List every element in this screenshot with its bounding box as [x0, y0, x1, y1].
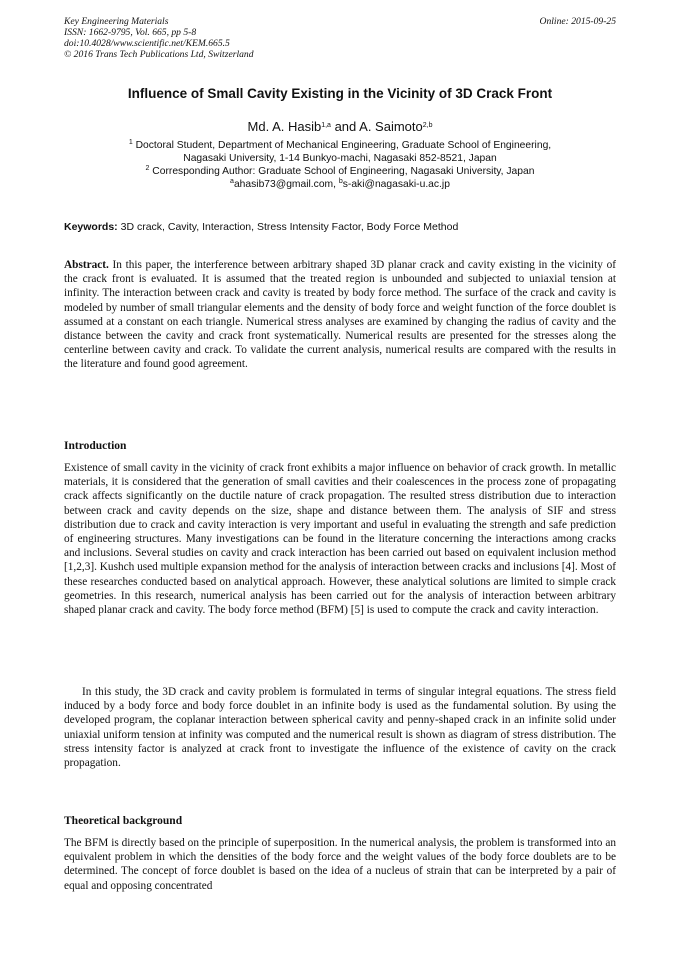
author-2-name: A. Saimoto	[359, 119, 423, 134]
theory-paragraph-1: The BFM is directly based on the principle of superposition. In the numerical analysis, the problem is transformed into an equivalent problem in which the densities of the body force and the weight values of the body force doublets are to be determined. The concept of force doublet is based on the idea of a nucleus of strain that can be interpreted by a pair of equal and opposing concentrated	[64, 837, 616, 892]
author-1-name: Md. A. Hasib	[247, 119, 322, 134]
abstract-text: In this paper, the interference between arbitrary shaped 3D planar crack and cavity existing in the vicinity of the crack front is evaluated. It is assumed that the treated region is unbounded and subjected to uniaxial tension at infinity. The interaction between crack and cavity is treated by body force method. The surface of the crack and cavity is modeled by number of small triangular elements and the density of body force and weight function of the force doublet is assumed at a constant on each triangle. Numerical stress analyses are examined by changing the radius of cavity and the distance between the cavity and crack front systematically. Numerical results are presented for the stresses along the centerline between cavity and crack. To validate the current analysis, numerical results are compared with the results in the literature and found good agreement.	[64, 259, 616, 371]
affiliations	[64, 139, 616, 191]
affiliation-2-text: Corresponding Author: Graduate School of Engineering, Nagasaki University, Japan	[149, 166, 535, 177]
keywords-text: 3D crack, Cavity, Interaction, Stress Intensity Factor, Body Force Method	[117, 221, 459, 233]
introduction-paragraph-1: Existence of small cavity in the vicinity of crack front exhibits a major influence on behavior of crack growth. In metallic materials, it is considered that the generation of small cavities and their coalescences in the process zone of propagating crack affects significantly on the ductile nature of crack propagation. The resulted stress distribution due to interaction between crack and cavity depends on the size, shape and distance between them. The analysis of SIF and stress distribution due to crack and cavity interaction is very important and useful in evaluating the strength and safe prediction of engineering structures. Many investigations can be found in the literature concerning the interactions among cracks and inclusions. Several studies on cavity and crack interaction has been carried out based on equivalent inclusion method [1,2,3]. Kushch used multiple expansion method for the analysis of interaction between cracks and inclusions [4]. Most of these researches conducted based on analytical approach. However, these analytical solutions are limited to simple crack geometries. In this research, numerical analysis has been carried out for the analysis of interaction between arbitrary shaped planar crack and cavity. The body force method (BFM) [5] is used to compute the crack and cavity interaction.	[64, 462, 616, 617]
affiliation-1-text: Doctoral Student, Department of Mechanical Engineering, Graduate School of Engineering,	[132, 140, 552, 151]
author-line	[64, 119, 616, 134]
journal-name: Key Engineering Materials	[64, 16, 169, 27]
affiliation-1	[64, 139, 616, 152]
theory-heading: Theoretical background	[64, 815, 183, 827]
email-b[interactable]: s-aki@nagasaki-u.ac.jp	[342, 179, 450, 190]
email-a-sup: a	[230, 178, 234, 185]
affiliation-1-cont: Nagasaki University, 1-14 Bunkyo-machi, Nagasaki 852-8521, Japan	[183, 153, 497, 164]
email-line	[64, 178, 616, 191]
doi-line: doi:10.4028/www.scientific.net/KEM.665.5	[64, 38, 230, 49]
abstract	[64, 258, 616, 372]
paper-title: Influence of Small Cavity Existing in the Vicinity of 3D Crack Front	[127, 86, 553, 101]
keywords-label: Keywords:	[64, 221, 118, 233]
author-1-sup: 1,a	[321, 122, 331, 129]
issn-line: ISSN: 1662-9795, Vol. 665, pp 5-8	[64, 27, 197, 38]
online-date: Online: 2015-09-25	[539, 16, 616, 27]
affiliation-2	[64, 165, 616, 178]
abstract-label: Abstract.	[64, 259, 109, 271]
introduction-heading: Introduction	[64, 440, 127, 452]
journal-header	[64, 16, 616, 60]
author-2-sup: 2,b	[422, 122, 433, 129]
keywords	[64, 221, 616, 233]
copyright-line: © 2016 Trans Tech Publications Ltd, Switzerland	[64, 49, 254, 60]
introduction-paragraph-2: In this study, the 3D crack and cavity problem is formulated in terms of singular integral equations. The stress field induced by a body force and body force doublet in an infinite body is used as the fundamental solution. By using the developed program, the coplanar interaction between spherical cavity and penny-shaped crack in an infinite solid under uniaxial uniform tension at infinity was computed and the numerical result is shown as diagram of stress distribution. The stress intensity factor is analyzed at crack front to investigate the influence of the existence of cavity on the crack propagation.	[64, 686, 616, 770]
email-a[interactable]: ahasib73@gmail.com,	[233, 179, 339, 190]
email-b-sup: b	[338, 178, 343, 185]
affiliation-2-sup: 2	[145, 165, 150, 172]
affiliation-1-sup: 1	[128, 139, 133, 146]
author-conjunction: and	[330, 119, 360, 134]
